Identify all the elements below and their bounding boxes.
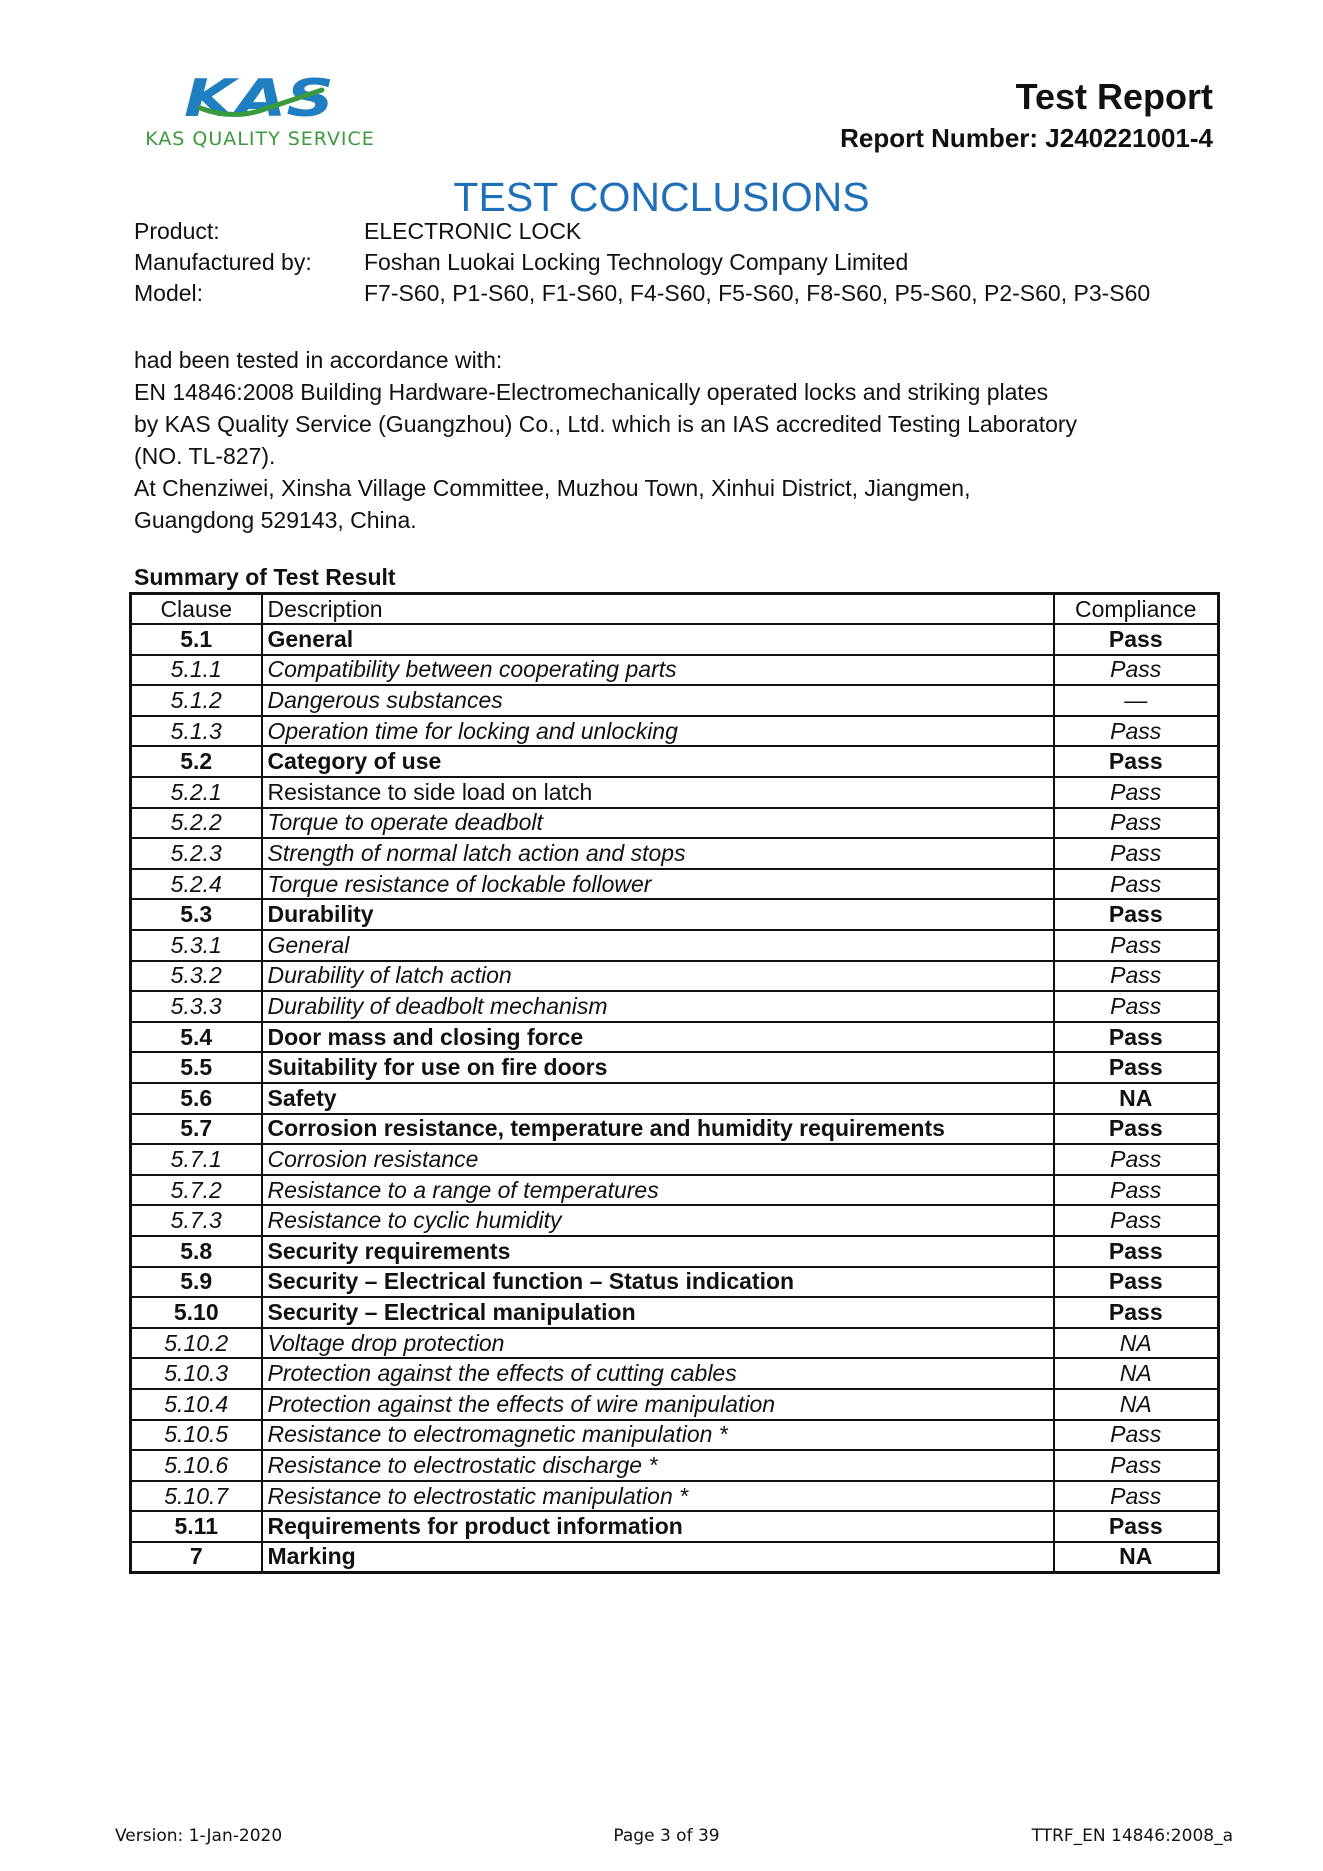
compliance-cell: Pass [1054, 1481, 1219, 1512]
description-cell: Durability [262, 899, 1054, 930]
compliance-cell: Pass [1054, 716, 1219, 747]
table-row [131, 1328, 1219, 1359]
kas-logo-mark [182, 70, 342, 126]
clause-cell: 5.10.4 [131, 1389, 262, 1420]
compliance-cell: Pass [1054, 1450, 1219, 1481]
compliance-cell: Pass [1054, 1511, 1219, 1542]
logo-subtitle: KAS QUALITY SERVICE [145, 128, 375, 150]
table-row [131, 1052, 1219, 1083]
description-cell: Durability of deadbolt mechanism [262, 991, 1054, 1022]
clause-cell: 5.1.2 [131, 685, 262, 716]
description-cell: Resistance to electrostatic manipulation * [262, 1481, 1054, 1512]
table-row [131, 1420, 1219, 1451]
table-row [131, 808, 1219, 839]
clause-cell: 5.5 [131, 1052, 262, 1083]
description-cell: Torque resistance of lockable follower [262, 869, 1054, 900]
description-cell: Strength of normal latch action and stops [262, 838, 1054, 869]
clause-cell: 5.10.5 [131, 1420, 262, 1451]
table-row [131, 1175, 1219, 1206]
compliance-cell: Pass [1054, 624, 1219, 655]
footer-form-code: TTRF_EN 14846:2008_a [1031, 1826, 1233, 1846]
svg-text:KAS: KAS [184, 70, 334, 126]
footer-page: Page 3 of 39 [613, 1826, 720, 1846]
clause-cell: 5.10.3 [131, 1358, 262, 1389]
test-result-table [129, 592, 1220, 1574]
clause-cell: 5.10 [131, 1297, 262, 1328]
table-row [131, 1144, 1219, 1175]
table-row [131, 716, 1219, 747]
statement-line: At Chenziwei, Xinsha Village Committee, Muzhou Town, Xinhui District, Jiangmen, [134, 475, 971, 501]
clause-cell: 5.6 [131, 1083, 262, 1114]
table-row [131, 1297, 1219, 1328]
description-cell: Durability of latch action [262, 961, 1054, 992]
footer-version: Version: 1-Jan-2020 [115, 1826, 283, 1846]
header-description: Description [262, 594, 1054, 625]
description-cell: Safety [262, 1083, 1054, 1114]
info-label-model: Model: [134, 280, 204, 306]
report-title: Test Report [1015, 76, 1213, 117]
table-row [131, 838, 1219, 869]
table-row [131, 1205, 1219, 1236]
table-row [131, 1450, 1219, 1481]
description-cell: Protection against the effects of cutting cables [262, 1358, 1054, 1389]
clause-cell: 5.1.1 [131, 655, 262, 686]
compliance-cell: Pass [1054, 1267, 1219, 1298]
table-row [131, 655, 1219, 686]
compliance-cell: Pass [1054, 1114, 1219, 1145]
compliance-cell: NA [1054, 1542, 1219, 1573]
clause-cell: 5.2.1 [131, 777, 262, 808]
description-cell: Resistance to side load on latch [262, 777, 1054, 808]
table-row [131, 1236, 1219, 1267]
info-label-manufacturer: Manufactured by: [134, 249, 312, 275]
clause-cell: 5.9 [131, 1267, 262, 1298]
clause-cell: 5.10.2 [131, 1328, 262, 1359]
description-cell: Security – Electrical function – Status indication [262, 1267, 1054, 1298]
table-row [131, 746, 1219, 777]
table-row [131, 624, 1219, 655]
description-cell: General [262, 930, 1054, 961]
table-body [131, 624, 1219, 1572]
description-cell: Operation time for locking and unlocking [262, 716, 1054, 747]
compliance-cell: NA [1054, 1328, 1219, 1359]
clause-cell: 5.1.3 [131, 716, 262, 747]
statement-line: (NO. TL-827). [134, 443, 276, 469]
compliance-cell: Pass [1054, 1297, 1219, 1328]
compliance-cell: NA [1054, 1389, 1219, 1420]
clause-cell: 5.7.1 [131, 1144, 262, 1175]
description-cell: Compatibility between cooperating parts [262, 655, 1054, 686]
description-cell: Requirements for product information [262, 1511, 1054, 1542]
compliance-cell: Pass [1054, 1144, 1219, 1175]
header-clause: Clause [131, 594, 262, 625]
description-cell: Suitability for use on fire doors [262, 1052, 1054, 1083]
table-row [131, 1267, 1219, 1298]
statement-line: EN 14846:2008 Building Hardware-Electromechanically operated locks and striking plates [134, 379, 1049, 405]
compliance-cell: NA [1054, 1083, 1219, 1114]
compliance-cell: Pass [1054, 777, 1219, 808]
compliance-cell: Pass [1054, 655, 1219, 686]
clause-cell: 5.2 [131, 746, 262, 777]
description-cell: Resistance to electromagnetic manipulation * [262, 1420, 1054, 1451]
compliance-cell: Pass [1054, 838, 1219, 869]
compliance-cell: Pass [1054, 1022, 1219, 1053]
table-row [131, 1542, 1219, 1573]
clause-cell: 5.2.4 [131, 869, 262, 900]
description-cell: General [262, 624, 1054, 655]
info-value-product: ELECTRONIC LOCK [364, 218, 582, 244]
clause-cell: 5.7.2 [131, 1175, 262, 1206]
compliance-cell: Pass [1054, 1205, 1219, 1236]
table-row [131, 1481, 1219, 1512]
compliance-cell: NA [1054, 1358, 1219, 1389]
description-cell: Torque to operate deadbolt [262, 808, 1054, 839]
kas-logo [130, 70, 390, 160]
clause-cell: 5.3.1 [131, 930, 262, 961]
info-value-manufacturer: Foshan Luokai Locking Technology Company Limited [364, 249, 909, 275]
description-cell: Marking [262, 1542, 1054, 1573]
table-row [131, 1358, 1219, 1389]
compliance-cell: Pass [1054, 869, 1219, 900]
clause-cell: 5.3 [131, 899, 262, 930]
table-row [131, 930, 1219, 961]
table-row [131, 899, 1219, 930]
clause-cell: 5.2.3 [131, 838, 262, 869]
table-row [131, 991, 1219, 1022]
table-row [131, 961, 1219, 992]
clause-cell: 5.8 [131, 1236, 262, 1267]
report-number: Report Number: J240221001-4 [840, 123, 1213, 153]
description-cell: Resistance to electrostatic discharge * [262, 1450, 1054, 1481]
clause-cell: 5.3.3 [131, 991, 262, 1022]
table-row [131, 1083, 1219, 1114]
description-cell: Corrosion resistance, temperature and humidity requirements [262, 1114, 1054, 1145]
table-row [131, 1389, 1219, 1420]
table-row [131, 685, 1219, 716]
table-row [131, 1511, 1219, 1542]
description-cell: Protection against the effects of wire manipulation [262, 1389, 1054, 1420]
clause-cell: 5.11 [131, 1511, 262, 1542]
clause-cell: 5.1 [131, 624, 262, 655]
statement-line: Guangdong 529143, China. [134, 507, 417, 533]
info-label-product: Product: [134, 218, 220, 244]
description-cell: Dangerous substances [262, 685, 1054, 716]
test-statement [134, 344, 1224, 536]
conclusions-title: TEST CONCLUSIONS [453, 174, 870, 220]
clause-cell: 5.4 [131, 1022, 262, 1053]
clause-cell: 7 [131, 1542, 262, 1573]
description-cell: Door mass and closing force [262, 1022, 1054, 1053]
description-cell: Resistance to cyclic humidity [262, 1205, 1054, 1236]
compliance-cell: Pass [1054, 930, 1219, 961]
clause-cell: 5.2.2 [131, 808, 262, 839]
table-row [131, 777, 1219, 808]
description-cell: Category of use [262, 746, 1054, 777]
table-row [131, 869, 1219, 900]
compliance-cell: Pass [1054, 808, 1219, 839]
clause-cell: 5.7 [131, 1114, 262, 1145]
clause-cell: 5.3.2 [131, 961, 262, 992]
description-cell: Voltage drop protection [262, 1328, 1054, 1359]
compliance-cell: — [1054, 685, 1219, 716]
header-compliance: Compliance [1054, 594, 1219, 625]
summary-title: Summary of Test Result [134, 564, 396, 590]
compliance-cell: Pass [1054, 991, 1219, 1022]
description-cell: Resistance to a range of temperatures [262, 1175, 1054, 1206]
table-row [131, 1114, 1219, 1145]
compliance-cell: Pass [1054, 746, 1219, 777]
info-value-model: F7-S60, P1-S60, F1-S60, F4-S60, F5-S60, F8-S60, P5-S60, P2-S60, P3-S60 [364, 280, 1151, 306]
statement-line: by KAS Quality Service (Guangzhou) Co., Ltd. which is an IAS accredited Testing Laboratory [134, 411, 1078, 437]
compliance-cell: Pass [1054, 1175, 1219, 1206]
compliance-cell: Pass [1054, 1420, 1219, 1451]
description-cell: Security – Electrical manipulation [262, 1297, 1054, 1328]
compliance-cell: Pass [1054, 899, 1219, 930]
compliance-cell: Pass [1054, 1236, 1219, 1267]
statement-line: had been tested in accordance with: [134, 347, 503, 373]
table-row [131, 1022, 1219, 1053]
clause-cell: 5.10.6 [131, 1450, 262, 1481]
compliance-cell: Pass [1054, 1052, 1219, 1083]
description-cell: Corrosion resistance [262, 1144, 1054, 1175]
clause-cell: 5.7.3 [131, 1205, 262, 1236]
compliance-cell: Pass [1054, 961, 1219, 992]
table-header-row [131, 594, 1219, 625]
description-cell: Security requirements [262, 1236, 1054, 1267]
clause-cell: 5.10.7 [131, 1481, 262, 1512]
